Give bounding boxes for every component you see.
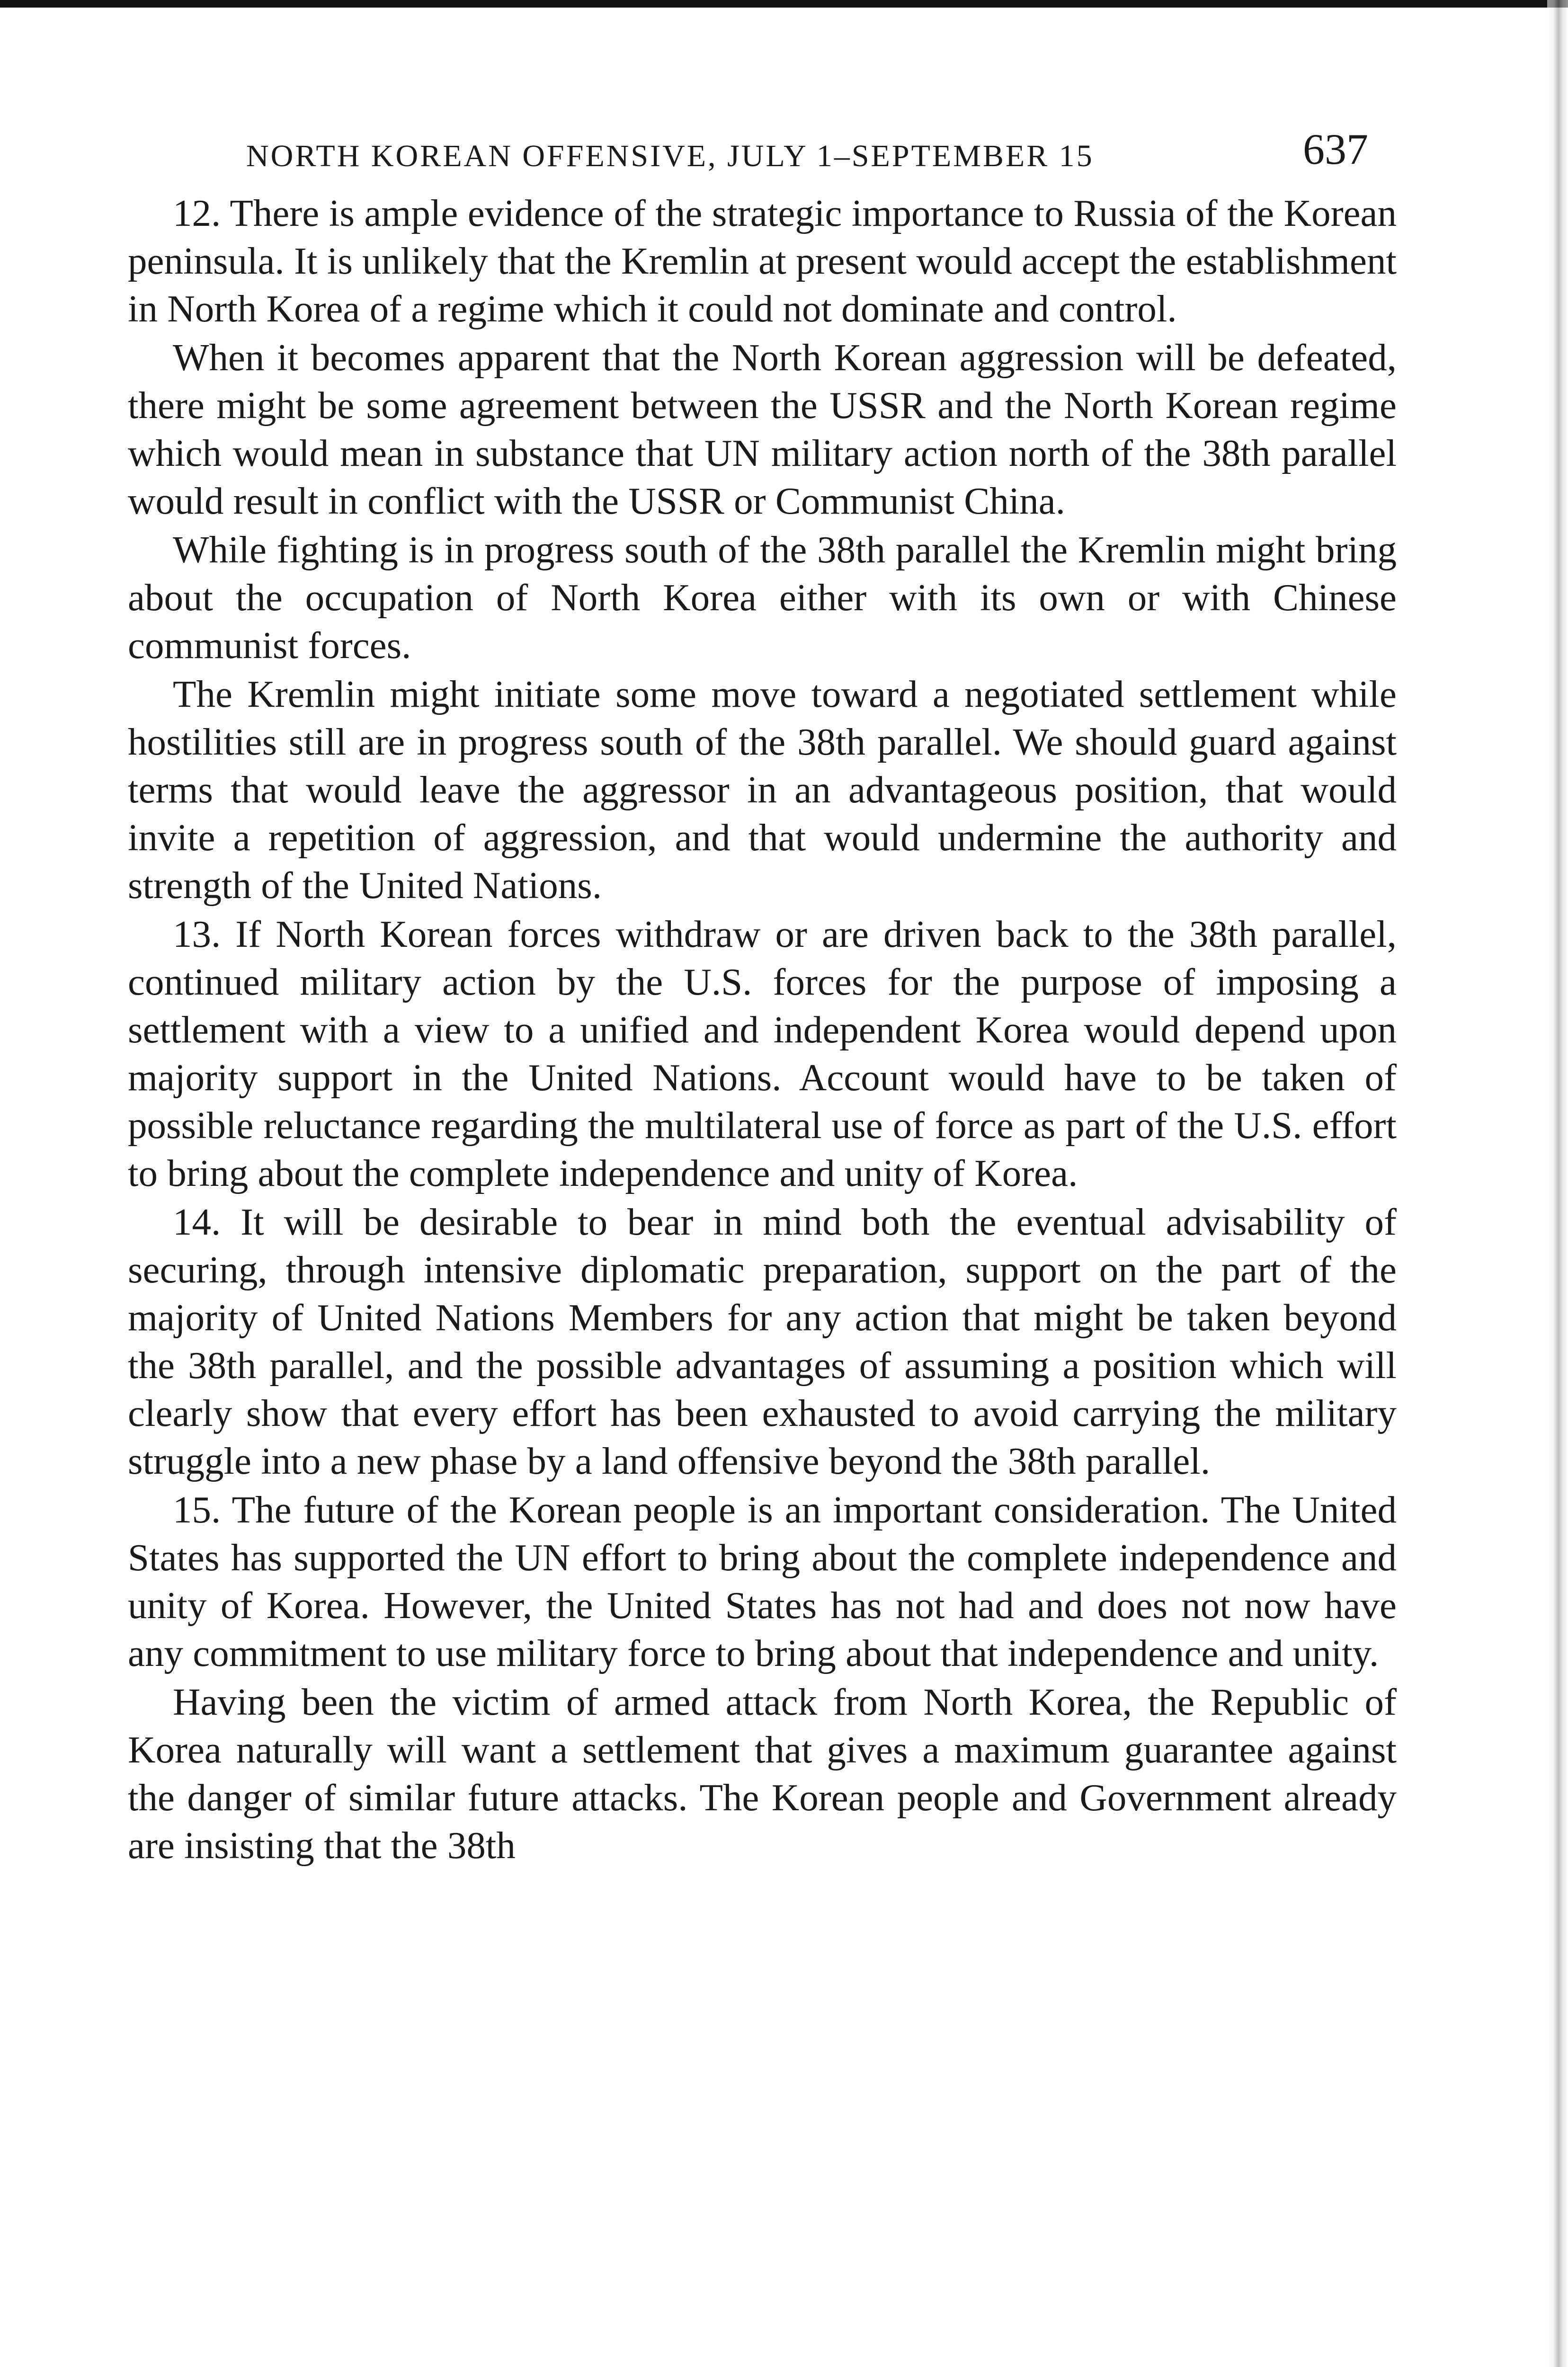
scan-right-edge [1547, 0, 1568, 2367]
paragraph-occupation: While fighting is in progress south of the 38th parallel the Kremlin might bring about the occupation of North Korea either with its own or with Chinese communist forces. [128, 528, 1397, 667]
paragraph-negotiated-settlement: The Kremlin might initiate some move toward a negotiated settlement while hostilities still are in progress south of the 38th parallel. We should guard against terms that would leave the aggressor in an advantageous position, that would invite a repetition of aggression, and that would undermine the authority and strength of the United Nations. [128, 673, 1397, 907]
paragraph-15: 15. The future of the Korean people is an important consideration. The United States has supported the UN effort to bring about the complete independence and unity of Korea. However, the United States has not had and does not now have any commitment to use military force to bring about that independence and unity. [128, 1488, 1397, 1674]
paragraph-13: 13. If North Korean forces withdraw or are driven back to the 38th parallel, continued military action by the U.S. forces for the purpose of imposing a settlement with a view to a unified and independent Korea would depend upon majority support in the United Nations. Account would have to be taken of possible reluctance regarding the multilateral use of force as part of the U.S. effort to bring about the complete independence and unity of Korea. [128, 913, 1397, 1194]
paragraph-soviet-agreement: When it becomes apparent that the North Korean aggression will be defeated, there might be some agreement between the USSR and the North Korean regime which would mean in substance that UN military action north of the 38th parallel would result in conflict with the USSR or Communist China. [128, 336, 1397, 522]
scan-top-border [0, 0, 1568, 8]
running-head [128, 114, 1397, 189]
paragraph-republic-of-korea: Having been the victim of armed attack from North Korea, the Republic of Korea naturally will want a settlement that gives a maximum guarantee against the danger of similar future attacks. The Korean people and Government already are insisting that the 38th [128, 1681, 1397, 1867]
document-page [128, 114, 1397, 1870]
running-title: NORTH KOREAN OFFENSIVE, JULY 1–SEPTEMBER 15 [246, 139, 1094, 173]
page-number: 637 [1303, 125, 1368, 173]
paragraph-14: 14. It will be desirable to bear in mind both the eventual advisability of securing, through intensive diplomatic preparation, support on the part of the majority of United Nations Members for any action that might be taken beyond the 38th parallel, and the possible advantages of assuming a position which will clearly show that every effort has been exhausted to avoid carrying the military struggle into a new phase by a land offensive beyond the 38th parallel. [128, 1201, 1397, 1482]
body-text [128, 189, 1397, 1869]
paragraph-12: 12. There is ample evidence of the strategic importance to Russia of the Korean peninsula. It is unlikely that the Kremlin at present would accept the establishment in North Korea of a regime which it could not dominate and control. [128, 192, 1397, 330]
